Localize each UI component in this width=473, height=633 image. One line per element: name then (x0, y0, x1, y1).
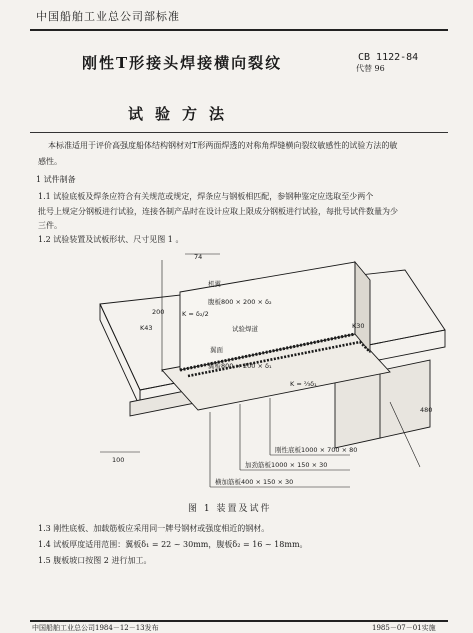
dim-right-label: 480 (420, 406, 433, 414)
k43-label: K43 (140, 324, 153, 332)
legend-stiffener: 加劲筋板1000 × 150 × 30 (245, 461, 328, 469)
header-divider (30, 29, 448, 31)
web-label: 机翼 (208, 280, 221, 288)
web-plate-label: 腹板800 × 200 × δ₂ (208, 298, 272, 306)
clause-1-1-line2: 批号上规定分钢板进行试验，连接各制产品时在设计应取上限成分钢板进行试验，每批号试件数量为少 (38, 207, 398, 216)
clause-1-3: 1.3 刚性底板、加载筋板应采用同一牌号钢材或强度相近的钢材。 (38, 524, 270, 533)
title-divider (30, 132, 448, 133)
dim-top-label: 74 (194, 253, 203, 261)
k30-label: K30 (352, 322, 365, 330)
footer-divider (30, 620, 448, 622)
section-heading: 1 试件制备 (36, 175, 76, 184)
test-fixture-figure (90, 252, 450, 497)
clause-1-2: 1.2 试验装置及试板形状、尺寸见图 1 。 (38, 235, 184, 244)
dim-bottom-left-label: 100 (112, 456, 125, 464)
issue-date: 中国船舶工业总公司1984－12－13发布 (32, 624, 159, 632)
clause-1-1-line1: 1.1 试验底板及焊条应符合有关规范或规定，焊条应与钢板相匹配，参钢种鉴定应选取至少两个 (38, 192, 374, 201)
effective-date: 1985－07－01实施 (372, 624, 436, 632)
standard-code: CB 1122-84 (358, 52, 419, 63)
figure-caption: 图 1 装置及试件 (188, 504, 272, 514)
standard-replaces: 代替 96 (356, 64, 385, 73)
intro-paragraph-line1: 本标准适用于评价高强度船体结构钢材对T形两面焊透的对称角焊缝横向裂纹敏感性的试验方法的敏 (48, 141, 398, 150)
legend-base-plate: 刚性底板1000 × 700 × 80 (275, 446, 358, 454)
standard-org-header: 中国船舶工业总公司部标准 (36, 10, 180, 23)
document-title-line2: 试验方法 (128, 105, 237, 123)
base-plate-side (100, 304, 140, 407)
clause-1-5: 1.5 腹板坡口按图 2 进行加工。 (38, 556, 152, 565)
dim-left-label: 200 (152, 308, 165, 316)
weld-label: 试验焊道 (232, 325, 258, 333)
intro-paragraph-line2: 感性。 (38, 157, 62, 166)
flange-label: 翼面 (210, 346, 223, 354)
clause-1-4: 1.4 试板厚度适用范围：翼板δ₁ = 22 ~ 30mm，腹板δ₂ = 16 ~ 18mm。 (38, 540, 308, 549)
document-title-line1: 刚性T形接头焊接横向裂纹 (82, 54, 283, 72)
clause-1-1-line3: 三件。 (38, 221, 62, 230)
k-upper-label: K = δ₂/2 (182, 310, 209, 318)
legend-cross-stiffener: 横加筋板400 × 150 × 30 (215, 478, 294, 486)
flange-plate-label: 翼板800 × 200 × δ₁ (208, 362, 272, 370)
k-lower-label: K = ⅔δ₁ (290, 380, 317, 388)
